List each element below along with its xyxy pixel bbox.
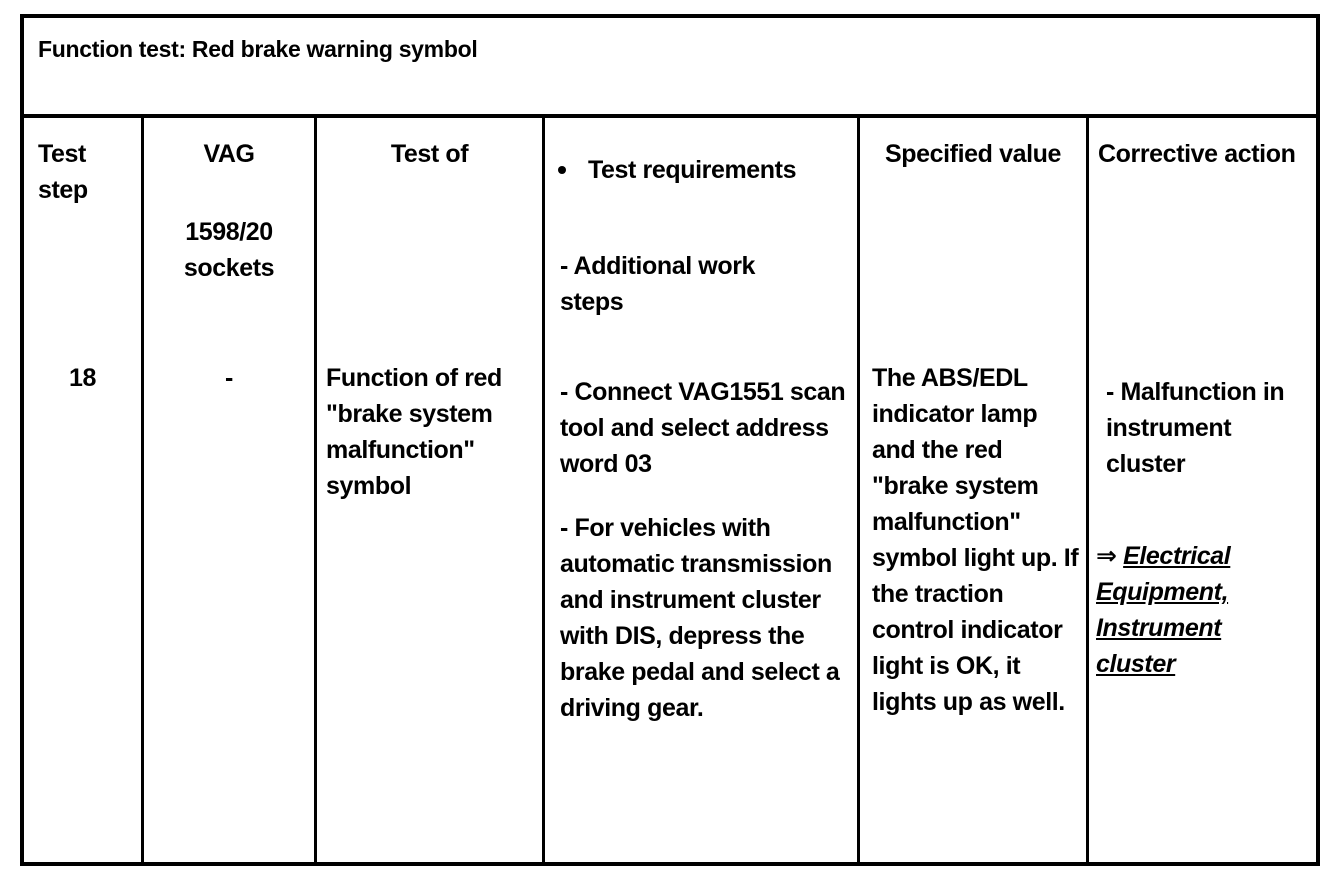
cell-specified-value: The ABS/EDL indicator lamp and the red "brake system malfunction" symbol light up. If the traction control indicator light is OK, it lights up as well. <box>872 364 1079 716</box>
cell-test-of: Function of red "brake system malfunction" symbol <box>326 364 502 500</box>
header-vag: VAG <box>203 140 255 168</box>
header-requirements <box>558 152 818 188</box>
bullet-icon <box>558 166 566 174</box>
header-corrective-action: Corrective action <box>1098 140 1296 168</box>
header-vag-sockets: 1598/20 sockets <box>183 218 275 282</box>
header-requirements-label: Test requirements <box>588 156 797 184</box>
column-divider <box>1086 118 1089 862</box>
corrective-link-block <box>1096 538 1301 682</box>
cell-requirement-2: - For vehicles with automatic transmission and instrument cluster with DIS, depress the brake pedal and select a driving gear. <box>560 514 840 722</box>
table-title-row <box>24 18 1316 118</box>
column-divider <box>314 118 317 862</box>
column-divider <box>141 118 144 862</box>
header-specified-value: Specified value <box>884 140 1062 168</box>
electrical-equipment-link[interactable]: Electrical Equipment, Instrument cluster <box>1096 542 1231 678</box>
header-additional-steps: - Additional work steps <box>560 252 756 316</box>
reference-arrow-icon: ⇒ <box>1096 542 1117 570</box>
header-test-of: Test of <box>390 140 469 168</box>
function-test-table <box>20 14 1320 866</box>
column-divider <box>857 118 860 862</box>
header-test-step: Test step <box>38 140 88 204</box>
cell-vag: - <box>225 364 233 392</box>
cell-corrective-action: - Malfunction in instrument cluster <box>1106 378 1285 478</box>
column-divider <box>542 118 545 862</box>
cell-step: 18 <box>68 364 96 392</box>
table-title: Function test: Red brake warning symbol <box>38 36 478 62</box>
cell-requirement-1: - Connect VAG1551 scan tool and select address word 03 <box>560 378 846 478</box>
